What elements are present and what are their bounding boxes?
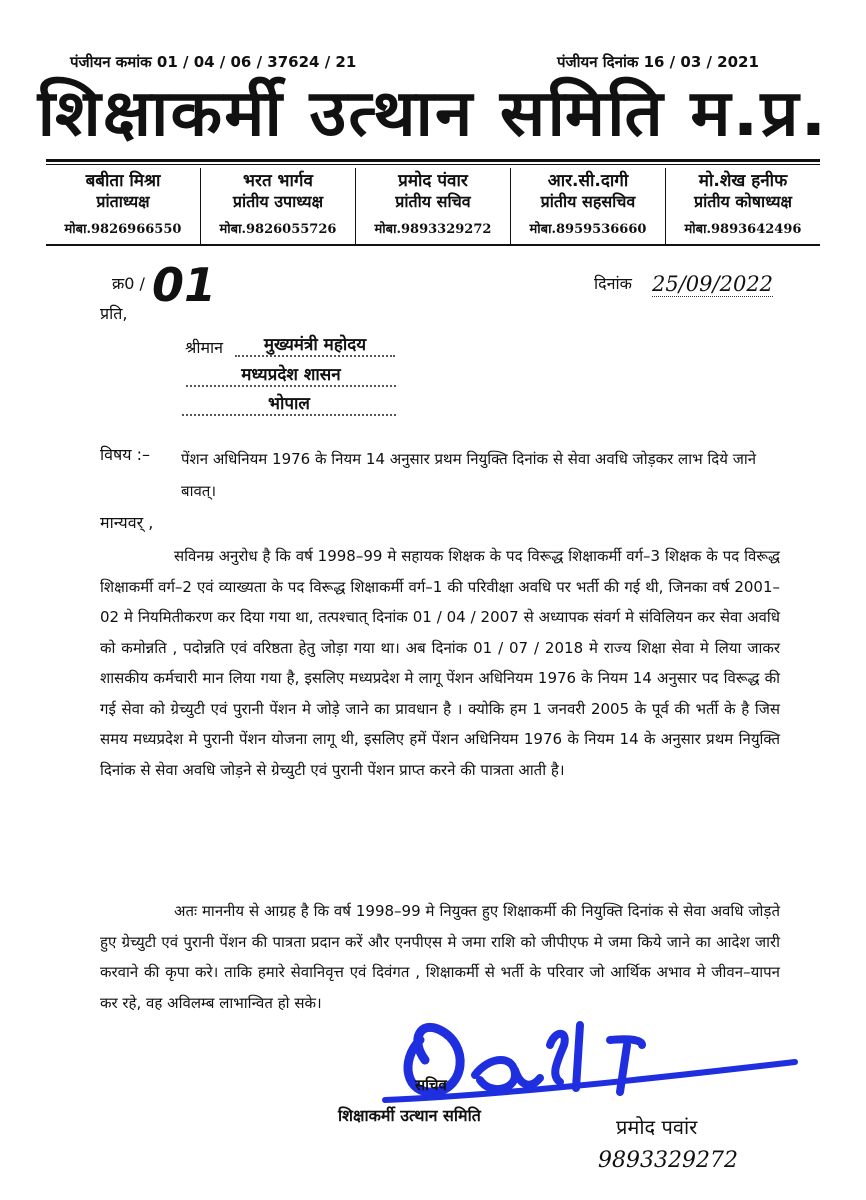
officer-name: आर.सी.दागी	[547, 171, 629, 191]
letter-date: 25/09/2022	[652, 272, 774, 296]
header-rule	[46, 159, 820, 162]
officer-name: प्रमोद पंवार	[398, 171, 468, 191]
registration-date: पंजीयन दिनांक 16 / 03 / 2021	[557, 53, 759, 71]
reference-label: क्र0 /	[112, 274, 145, 293]
reference-number: 01	[152, 258, 217, 312]
address-line: भोपाल	[182, 391, 396, 416]
salutation-prefix: श्रीमान	[185, 338, 224, 357]
officers-row	[46, 168, 820, 244]
address-line: मुख्यमंत्री महोदय	[235, 332, 395, 357]
registration-number: पंजीयन कमांक 01 / 04 / 06 / 37624 / 21	[70, 53, 357, 71]
signature-organization: शिक्षाकर्मी उत्थान समिति	[338, 1106, 481, 1125]
organization-title: शिक्षाकर्मी उत्थान समिति म.प्र.	[37, 77, 829, 151]
officer-secretary	[355, 168, 510, 244]
officer-president	[46, 168, 200, 244]
officer-name: मो.शेख हनीफ	[698, 171, 788, 191]
officer-phone: मोबा.9826966550	[64, 222, 182, 237]
officer-post: प्रांतीय सहसचिव	[540, 192, 636, 211]
signature-title: सचिव	[415, 1076, 447, 1094]
officer-vice-president	[200, 168, 355, 244]
officer-name: भरत भार्गव	[243, 171, 313, 191]
subject-text: पेंशन अधिनियम 1976 के नियम 14 अनुसार प्रथम नियुक्ति दिनांक से सेवा अवधि जोड़कर लाभ दिये जाने बावत्।	[181, 450, 757, 500]
officer-post: प्रांताध्यक्ष	[96, 192, 150, 211]
officers-bottom-rule	[46, 244, 820, 246]
officer-treasurer	[665, 168, 820, 244]
signer-name: प्रमोद पवांर	[616, 1115, 698, 1139]
officer-phone: मोबा.9826055726	[219, 222, 337, 237]
greeting: मान्यवर् ,	[100, 513, 154, 532]
officer-post: प्रांतीय कोषाध्यक्ष	[694, 192, 792, 211]
subject-label: विषय :–	[100, 445, 151, 464]
officer-phone: मोबा.9893642496	[684, 222, 802, 237]
officer-post: प्रांतीय उपाध्यक्ष	[232, 192, 324, 211]
body-paragraph: अतः माननीय से आग्रह है कि वर्ष 1998–99 मे नियुक्त हुए शिक्षाकर्मी की नियुक्ति दिनांक से सेवा अवधि जोड़ते हुए ग्रेच्युटी एवं पुरानी पेंशन की पात्रता प्रदान करें और एनपीएस मे जमा राशि को जीपीएफ मे जमा किये जाने का आदेश जारी करवाने की कृपा करे। ताकि हमारे सेवानिवृत्त एवं दिवंगत , शिक्षाकर्मी से भर्ती के परिवार जो आर्थिक अभाव मे जीवन–यापन कर रहे, वह अविलम्ब लाभान्वित हो सके।	[100, 902, 780, 1012]
body-paragraph: सविनम्र अनुरोध है कि वर्ष 1998–99 मे सहायक शिक्षक के पद विरूद्ध शिक्षाकर्मी वर्ग–3 शिक्षक के पद विरूद्ध शिक्षाकर्मी वर्ग–2 एवं व्याख्यता के पद विरूद्ध शिक्षाकर्मी वर्ग–1 की परिवीक्षा अवधि पर भर्ती की गई थी, जिनका वर्ष 2001–02 मे नियमितीकरण कर दिया गया था, तत्पश्चात् दिनांक 01 / 04 / 2007 से अध्यापक संवर्ग मे संविलियन कर सेवा अवधि को कमोन्नति , पदोन्नति एवं वरिष्ठता हेतु जोड़ा गया था। अब दिनांक 01 / 07 / 2018 मे राज्य शिक्षा सेवा मे लिया जाकर शासकीय कर्मचारी मान लिया गया है, इसलिए मध्यप्रदेश मे लागू पेंशन अधिनियम 1976 के नियम 14 अनुसार पद विरूद्ध की गई सेवा को ग्रेच्युटी एवं पुरानी पेंशन मे जोड़े जाने का प्रावधान है । क्योकि हम 1 जनवरी 2005 के पूर्व की भर्ती के है जिस समय मध्यप्रदेश मे पुरानी पेंशन योजना लागू थी, इसलिए हमें पेंशन अधिनियम 1976 के नियम 14 के अनुसार प्रथम नियुक्ति दिनांक से सेवा अवधि जोड़ने से ग्रेच्युटी एवं पुरानी पेंशन प्राप्त करने की पात्रता आती है।	[100, 547, 780, 779]
officer-joint-secretary	[510, 168, 665, 244]
officer-post: प्रांतीय सचिव	[395, 192, 471, 211]
address-line: मध्यप्रदेश शासन	[186, 362, 396, 387]
officer-phone: मोबा.9893329272	[374, 222, 492, 237]
officer-phone: मोबा.8959536660	[529, 222, 647, 237]
date-label: दिनांक	[594, 274, 632, 293]
to-label: प्रति,	[100, 304, 128, 323]
officer-name: बबीता मिश्रा	[85, 171, 161, 191]
header-rule-thin	[46, 164, 820, 165]
signer-phone: 9893329272	[598, 1148, 738, 1173]
